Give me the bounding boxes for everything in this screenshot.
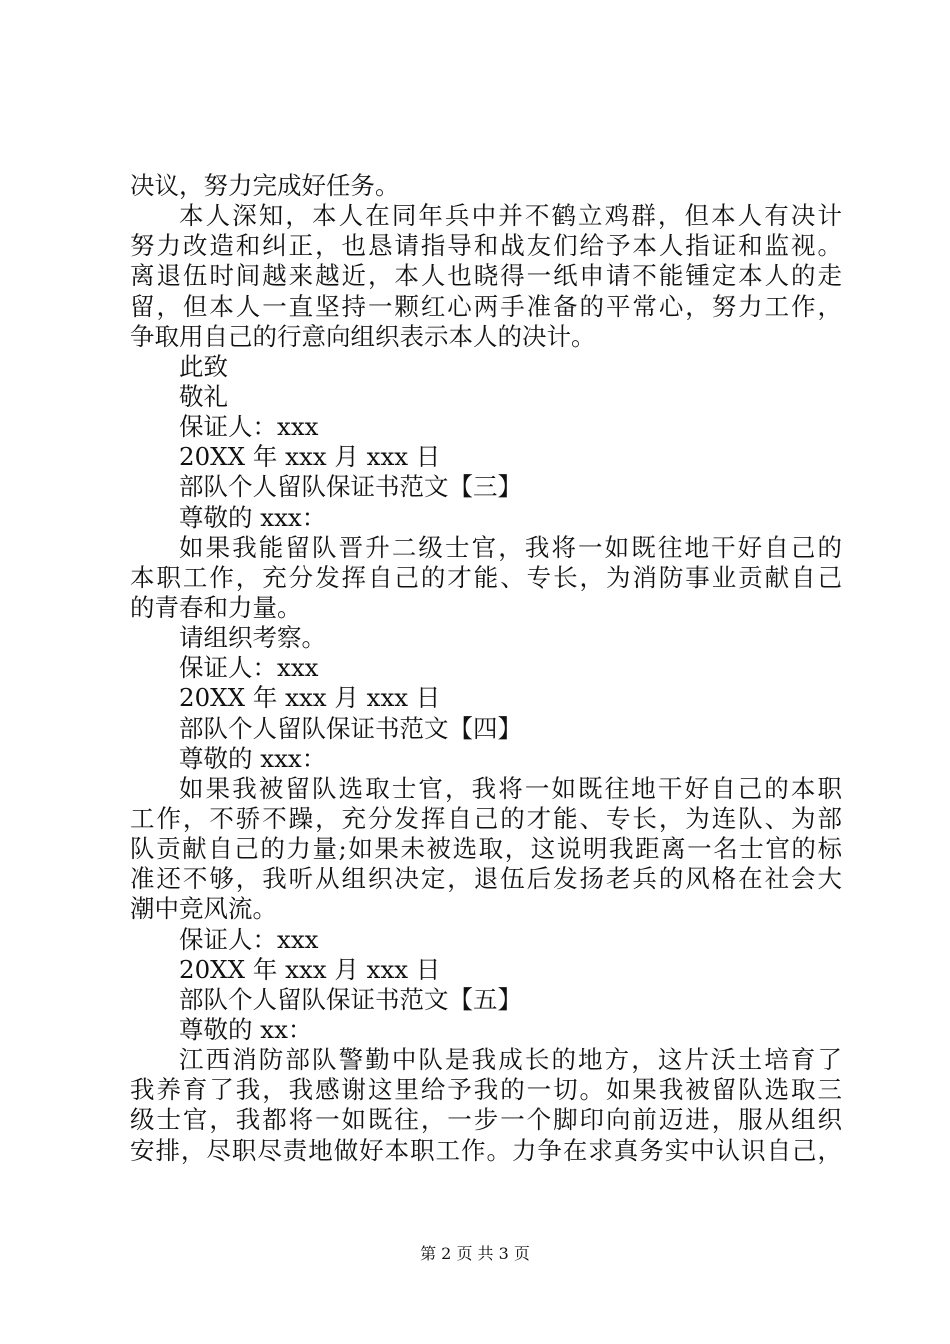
signature-line: 保证人：xxx	[179, 653, 319, 683]
text-line: 级士官，我都将一如既往，一步一个脚印向前迈进，服从组织	[130, 1105, 842, 1135]
signature-line: 保证人：xxx	[179, 924, 319, 954]
text-line: 留，但本人一直坚持一颗红心两手准备的平常心，努力工作，	[130, 291, 842, 321]
text-line: 的青春和力量。	[130, 592, 302, 622]
section-heading: 部队个人留队保证书范文【五】	[179, 984, 522, 1014]
text-line: 准还不够，我听从组织决定，退伍后发扬老兵的风格在社会大	[130, 864, 842, 894]
text-line: 江西消防部队警勤中队是我成长的地方，这片沃土培育了	[179, 1045, 842, 1075]
text-line: 安排，尽职尽责地做好本职工作。力争在求真务实中认识自己，	[130, 1135, 842, 1165]
text-line: 努力改造和纠正，也恳请指导和战友们给予本人指证和监视。	[130, 231, 842, 261]
document-body	[130, 171, 842, 1166]
page-footer: 第 2 页 共 3 页	[420, 1244, 530, 1263]
text-line: 决议，努力完成好任务。	[130, 171, 400, 200]
date-line: 20XX 年 xxx 月 xxx 日	[179, 683, 441, 713]
salutation: 尊敬的 xx：	[179, 1014, 313, 1044]
text-line: 本职工作，充分发挥自己的才能、专长，为消防事业贡献自己	[130, 562, 842, 592]
salutation: 尊敬的 xxx：	[179, 743, 327, 773]
signature-line: 保证人：xxx	[179, 412, 319, 442]
date-line: 20XX 年 xxx 月 xxx 日	[179, 954, 441, 984]
section-heading: 部队个人留队保证书范文【四】	[179, 713, 522, 743]
closing-line: 敬礼	[179, 381, 228, 411]
text-line: 我养育了我，我感谢这里给予我的一切。如果我被留队选取三	[130, 1075, 842, 1105]
text-line: 队贡献自己的力量;如果未被选取，这说明我距离一名士官的标	[130, 834, 842, 864]
text-line: 工作，不骄不躁，充分发挥自己的才能、专长，为连队、为部	[130, 803, 842, 833]
section-heading: 部队个人留队保证书范文【三】	[179, 472, 522, 502]
text-line: 本人深知，本人在同年兵中并不鹤立鸡群，但本人有决计	[179, 201, 842, 231]
text-line: 潮中竞风流。	[130, 894, 277, 924]
closing-line: 此致	[179, 351, 228, 381]
text-line: 请组织考察。	[179, 623, 326, 653]
text-line: 离退伍时间越来越近，本人也晓得一纸申请不能锺定本人的走	[130, 261, 842, 291]
text-line: 如果我被留队选取士官，我将一如既往地干好自己的本职	[179, 773, 842, 803]
text-line: 如果我能留队晋升二级士官，我将一如既往地干好自己的	[179, 532, 842, 562]
date-line: 20XX 年 xxx 月 xxx 日	[179, 442, 441, 472]
salutation: 尊敬的 xxx：	[179, 502, 327, 532]
text-line: 争取用自己的行意向组织表示本人的决计。	[130, 321, 596, 351]
